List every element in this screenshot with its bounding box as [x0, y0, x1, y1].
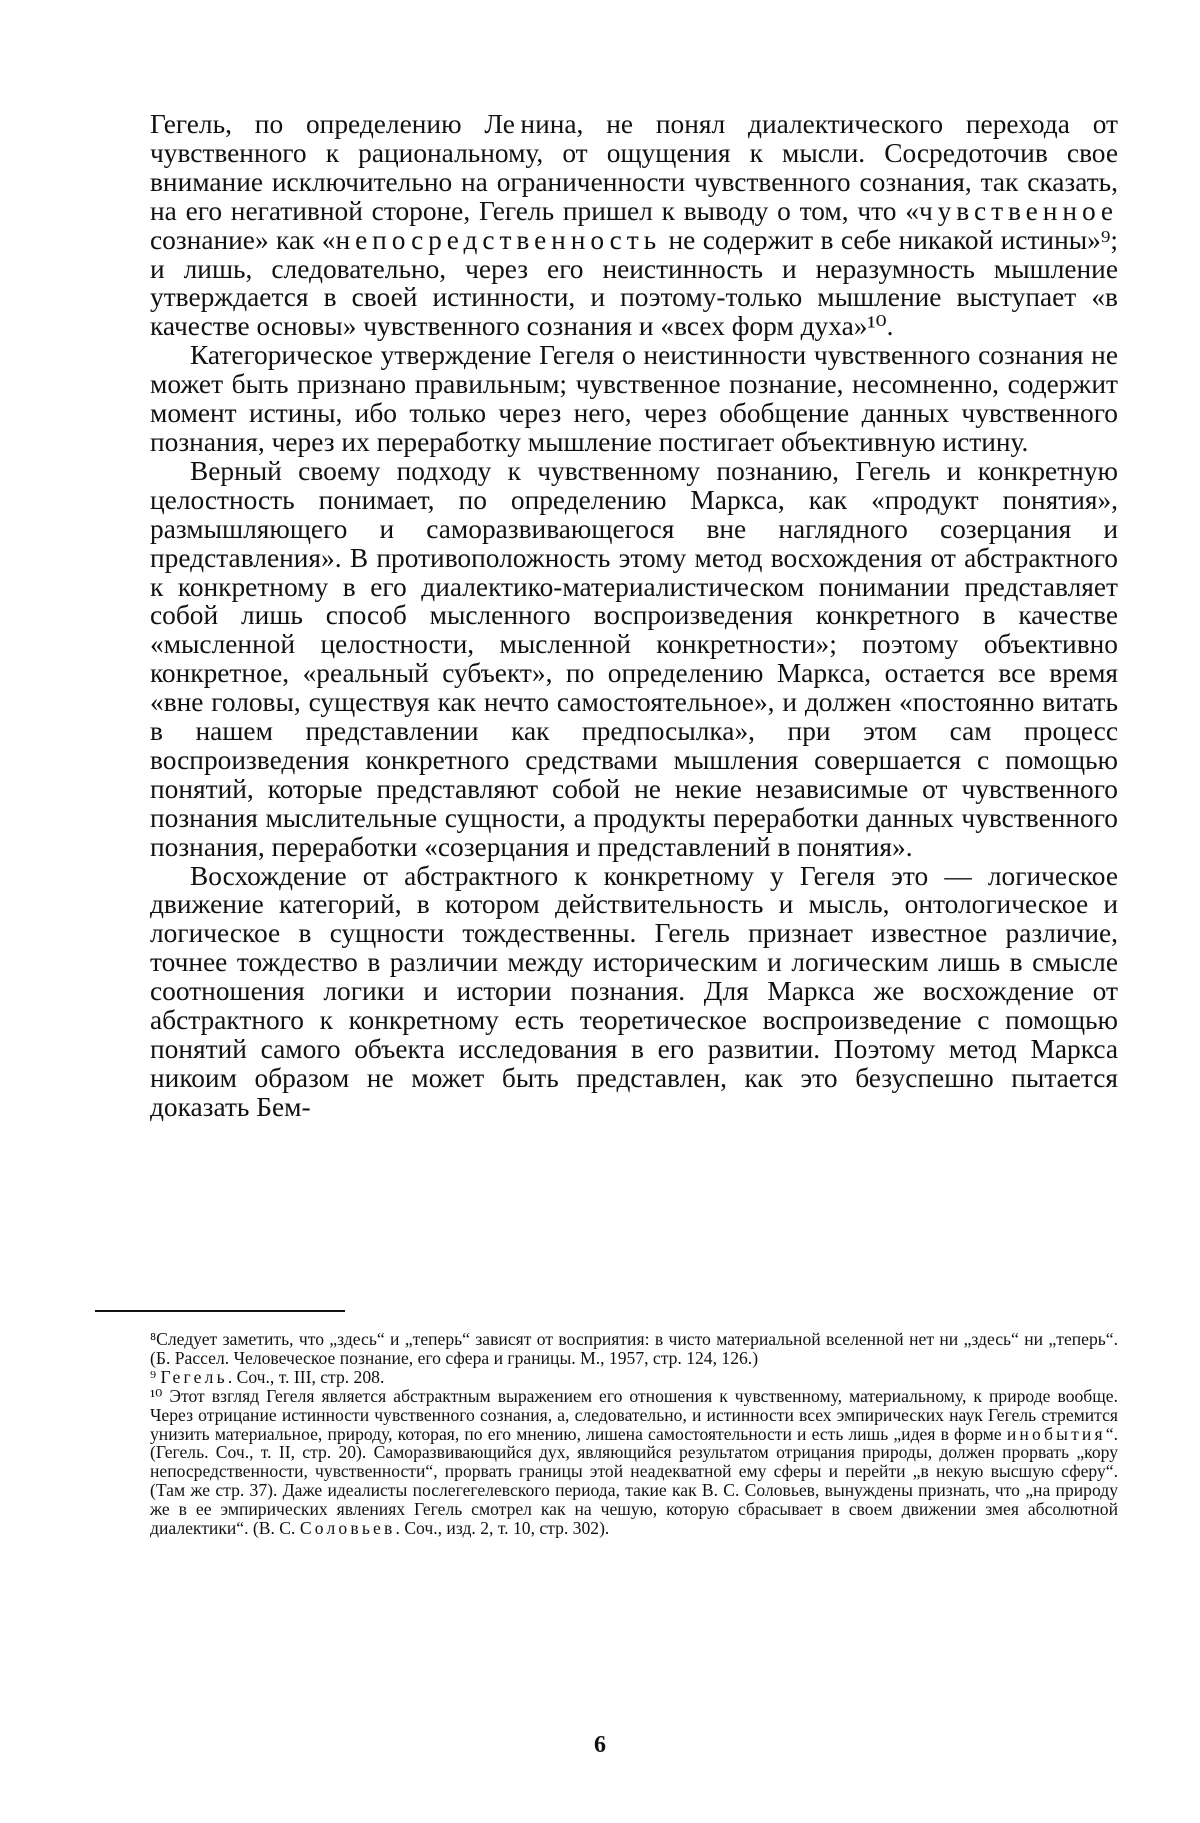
main-text-block [150, 110, 1118, 1122]
footnote-9-source: . Соч., т. III, стр. 208. [227, 1366, 385, 1387]
footnote-8: ⁸Следует заметить, что „здесь“ и „теперь“ зависят от восприятия: в чисто материальной вселенной нет ни „здесь“ ни „теперь“. (Б. Рассел. Человеческое познание, его сфера и границы. М., 1957, стр. 124, 126.) [150, 1329, 1118, 1368]
footnote-10 [150, 1387, 1118, 1538]
footnote-10-part-b: “. (Гегель. Соч., т. II, стр. 20). Саморазвивающийся дух, являющийся результатом отрицания природы, должен прорвать „кору непосредственности, чувственности“, прорвать границы этой неадекватной ему сферы и перейти „в некую высшую сферу“. (Там же стр. 37). Даже идеалисты послегегелевского периода, такие как В. С. Соловьев, вынуждены признать, что „на природу же в ее эмпирических явлениях Гегель смотрел как на чешую, которую сбрасывает в своем движении змея абсолютной диалектики“. (В. С. [150, 1423, 1118, 1539]
footnote-9-author: Гегель [160, 1366, 228, 1387]
page-number: 6 [594, 1732, 606, 1758]
paragraph-3: Верный своему подходу к чувственному познанию, Гегель и конкретную целостность понимает, по определению Маркса, как «продукт понятия», размышляющего и саморазвивающегося вне наглядного созерцания и представления». В противоположность этому метод восхождения от абстрактного к конкретному в его диалектико-материалистическом понимании представляет собой лишь способ мысленного воспроизведения конкретного в качестве «мысленной целостности, мысленной конкретности»; поэтому объективно конкретное, «реальный субъект», по определению Маркса, остается все время «вне головы, существуя как нечто самостоятельное», и должен «постоянно витать в нашем представлении как предпосылка», при этом сам процесс воспроизведения конкретного средствами мышления совершается с помощью понятий, которые представляют собой не некие независимые от чувственного познания мыслительные сущности, а продукты переработки данных чувственного познания, переработки «созерцания и представлений в понятия». [150, 455, 1118, 862]
paragraph-1-part-b: сознание» как « [150, 224, 336, 255]
paragraph-4: Восхождение от абстрактного к конкретному у Гегеля это — логическое движение категорий, в котором действительность и мысль, онтологическое и логическое в сущности тождественны. Гегель признает известное различие, точнее тождество в различии между историческим и логическим лишь в смысле соотношения логики и истории познания. Для Маркса же восхождение от абстрактного к конкретному есть теоретическое воспроизведение с помощью понятий самого объекта исследования в его развитии. Поэтому метод Маркса никоим образом не может быть представлен, как это безуспешно пытается доказать Бем- [150, 860, 1118, 1122]
paragraph-2: Категорическое утверждение Гегеля о неистинности чувственного сознания не может быть признано правильным; чувственное познание, несомненно, содержит момент истины, ибо только через него, через обобщение данных чувственного познания, через их переработку мышление постигает объективную истину. [150, 340, 1118, 457]
paragraph-1-part-a: Гегель, по определению Ле нина, не понял диалектического перехода от чувственного к рациональному, от ощущения к мысли. Сосредоточив свое внимание исключительно на ограниченности чувственного сознания, так сказать, на его негативной стороне, Гегель пришел к выводу о том, что « [150, 109, 1118, 226]
footnotes-block [150, 1330, 1118, 1538]
footnote-10-part-a: ¹⁰ Этот взгляд Гегеля является абстрактным выражением его отношения к чувственному, материальному, к природе вообще. Через отрицание истинности чувственного сознания, а, следовательно, и истинности всех эмпирических наук Гегель стремится унизить материальное, природу, которая, по его мнению, лишена самостоятельности и есть лишь „идея в форме [150, 1385, 1118, 1444]
footnote-10-part-c: . Соч., изд. 2, т. 10, стр. 302). [395, 1518, 610, 1539]
footnote-divider [95, 1310, 345, 1312]
emphasis-chuvstvennoe: чувственное [918, 195, 1118, 226]
paragraph-1 [150, 110, 1118, 341]
footnote-9-marker: ⁹ [150, 1366, 161, 1387]
footnote-10-author: Соловьев [299, 1518, 396, 1539]
emphasis-neposredstvennost: непосредственность [335, 224, 662, 255]
emphasis-inobytiya: инобытия [1006, 1423, 1106, 1444]
paragraph-1-part-c: не содержит в себе никакой истины»⁹; и лишь, следовательно, через его неистинность и неразумность мышление утверждается в своей истинности, и поэтому-только мышление выступает «в качестве основы» чувственного сознания и «всех форм духа»¹⁰. [150, 224, 1118, 342]
footnote-9 [150, 1368, 1118, 1387]
